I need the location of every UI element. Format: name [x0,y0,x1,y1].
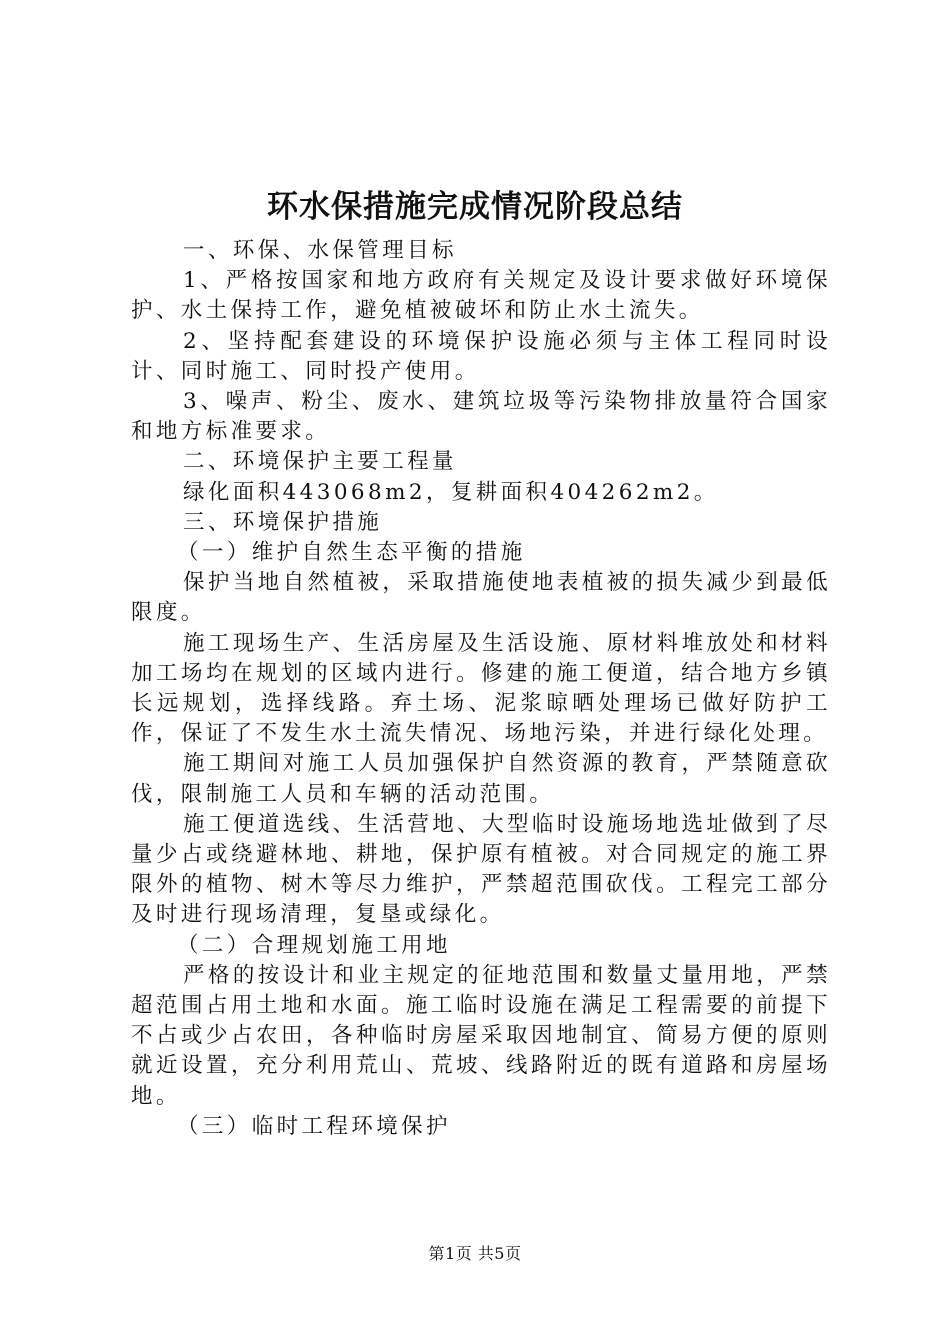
paragraph: 2、坚持配套建设的环境保护设施必须与主体工程同时设计、同时施工、同时投产使用。 [131,328,831,384]
paragraph: 1、严格按国家和地方政府有关规定及设计要求做好环境保护、水土保持工作，避免植被破坏和防止水土流失。 [131,268,831,324]
paragraph: 施工现场生产、生活房屋及生活设施、原材料堆放处和材料加工场均在规划的区域内进行。修建的施工便道，结合地方乡镇长远规划，选择线路。弃土场、泥浆晾晒处理场已做好防护工作，保证了不发生水土流失情况、场地污染，并进行绿化处理。 [131,630,831,747]
document-title: 环水保措施完成情况阶段总结 [267,189,683,225]
subsection-heading: （一）维护自然生态平衡的措施 [177,540,526,566]
section-heading: 二、环境保护主要工程量 [183,449,457,475]
subsection-heading: （二）合理规划施工用地 [177,932,451,958]
paragraph: 严格的按设计和业主规定的征地范围和数量丈量用地，严禁超范围占用土地和水面。施工临时设施在满足工程需要的前提下不占或少占农田，各种临时房屋采取因地制宜、简易方便的原则就近设置，充分利用荒山、荒坡、线路附近的既有道路和房屋场地。 [131,962,831,1109]
document-body [131,236,831,1142]
section-heading: 三、环境保护措施 [183,509,383,535]
paragraph: 3、噪声、粉尘、废水、建筑垃圾等污染物排放量符合国家和地方标准要求。 [131,389,831,445]
paragraph: 施工期间对施工人员加强保护自然资源的教育，严禁随意砍伐，限制施工人员和车辆的活动范围。 [131,751,831,807]
subsection-heading: （三）临时工程环境保护 [177,1113,451,1139]
section-heading: 一、环保、水保管理目标 [183,238,457,263]
paragraph: 保护当地自然植被，采取措施使地表植被的损失减少到最低限度。 [131,570,831,626]
paragraph: 绿化面积443068m2，复耕面积404262m2。 [183,479,719,505]
page-footer: 第1页 共5页 [428,1244,522,1263]
paragraph: 施工便道选线、生活营地、大型临时设施场地选址做到了尽量少占或绕避林地、耕地，保护原有植被。对合同规定的施工界限外的植物、树木等尽力维护，严禁超范围砍伐。工程完工部分及时进行现场清理，复垦或绿化。 [131,811,831,928]
